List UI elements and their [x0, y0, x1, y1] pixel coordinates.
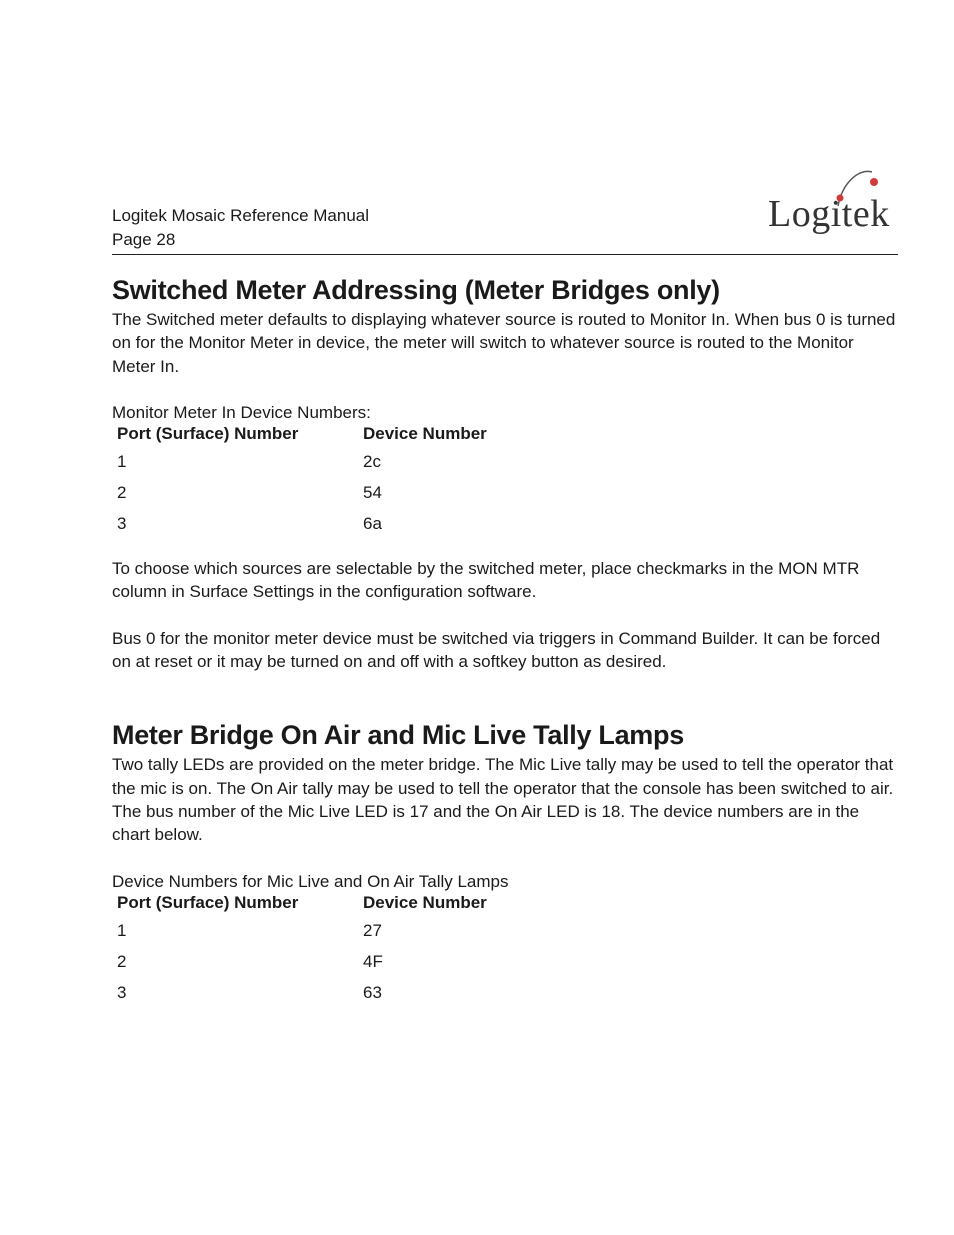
device-cell: 2c — [363, 452, 381, 472]
device-cell: 54 — [363, 483, 382, 503]
section2-intro: Two tally LEDs are provided on the meter bridge. The Mic Live tally may be used to tell the operator that the mic is on. The On Air tally may be used to tell the operator that the console has been switched to air. The bus number of the Mic Live LED is 17 and the On Air LED is 18. The device numbers are in the chart below. — [112, 755, 894, 845]
section1-para3: Bus 0 for the monitor meter device must be switched via triggers in Command Builder. It can be forced on at reset or it may be turned on and off with a softkey button as desired. — [112, 628, 881, 672]
port-cell: 3 — [117, 514, 127, 534]
monitor-meter-table — [112, 424, 583, 545]
column-header-port: Port (Surface) Number — [117, 892, 299, 912]
table-row — [112, 921, 583, 952]
header-text — [112, 204, 369, 252]
table-row — [112, 483, 583, 514]
device-cell: 6a — [363, 514, 382, 534]
tally-lamp-table — [112, 893, 583, 1014]
column-header-device: Device Number — [363, 424, 487, 444]
logitek-logo — [768, 162, 892, 236]
port-cell: 3 — [117, 982, 127, 1002]
column-header-device: Device Number — [363, 892, 487, 912]
device-cell: 27 — [363, 920, 382, 940]
section2-heading: Meter Bridge On Air and Mic Live Tally Lamps — [112, 720, 684, 751]
page-number: Page 28 — [112, 230, 176, 249]
page-content — [112, 272, 898, 1014]
table-header-row — [112, 424, 583, 452]
page-header — [112, 162, 898, 255]
section1-intro: The Switched meter defaults to displaying whatever source is routed to Monitor In. When bus 0 is turned on for the Monitor Meter in device, the meter will switch to whatever source is routed to the Monitor Meter In. — [112, 310, 896, 376]
port-cell: 1 — [117, 920, 127, 940]
table-row — [112, 983, 583, 1014]
table-row — [112, 952, 583, 983]
table-row — [112, 514, 583, 545]
device-cell: 4F — [363, 951, 383, 971]
section2-table-caption: Device Numbers for Mic Live and On Air Tally Lamps — [112, 871, 509, 891]
device-cell: 63 — [363, 982, 382, 1002]
table-row — [112, 452, 583, 483]
section1-table-caption: Monitor Meter In Device Numbers: — [112, 402, 371, 422]
port-cell: 2 — [117, 483, 127, 503]
section1-heading: Switched Meter Addressing (Meter Bridges only) — [112, 275, 720, 305]
logo-wordmark: Logitek — [768, 193, 890, 235]
port-cell: 1 — [117, 452, 127, 472]
manual-title: Logitek Mosaic Reference Manual — [112, 206, 370, 225]
port-cell: 2 — [117, 951, 127, 971]
table-header-row — [112, 893, 583, 921]
section1-para2: To choose which sources are selectable by the switched meter, place checkmarks in the MON MTR column in Surface Settings in the configuration software. — [112, 559, 860, 602]
column-header-port: Port (Surface) Number — [117, 424, 299, 444]
